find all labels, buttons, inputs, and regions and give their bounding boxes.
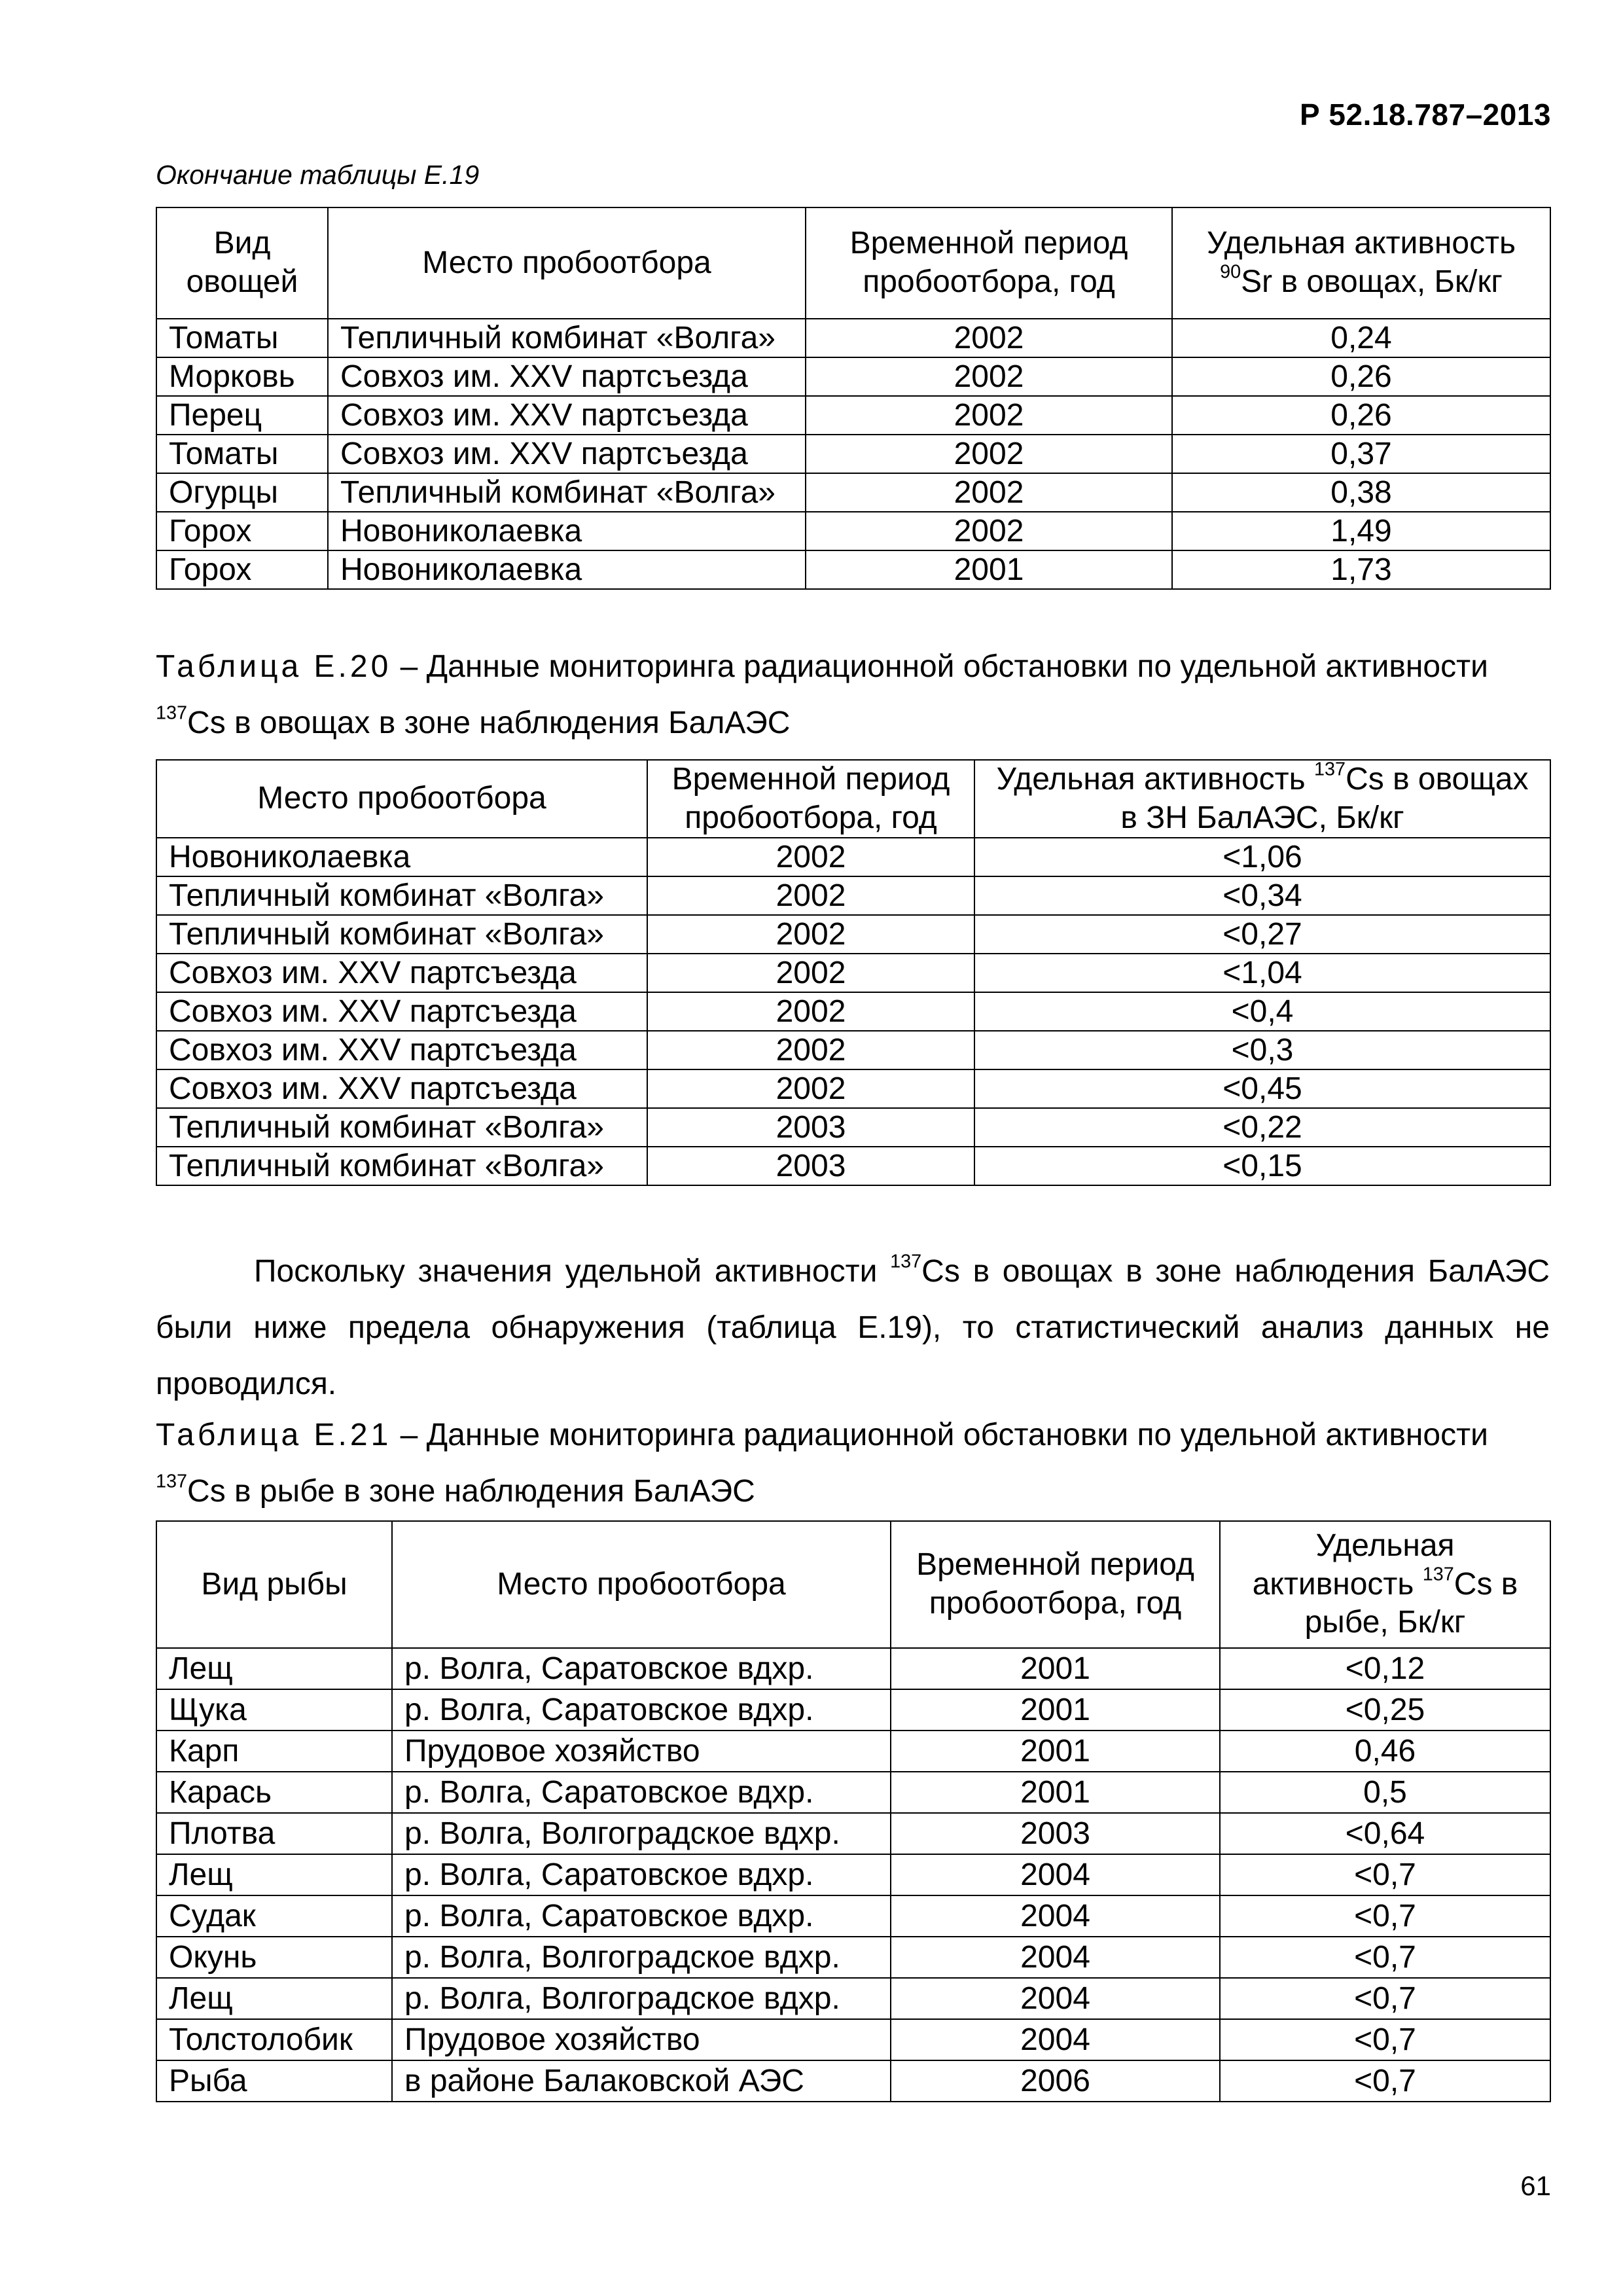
table-cell: р. Волга, Волгоградское вдхр. <box>392 1813 891 1854</box>
header-sampling-period: Временной период пробоотбора, год <box>891 1521 1220 1648</box>
header-specific-activity: Удельная активность $^{137}$Cs в рыбе, Бк/кг <box>1220 1521 1550 1648</box>
table-cell: 2002 <box>647 876 974 915</box>
table-cell: Совхоз им. XXV партсъезда <box>328 435 806 473</box>
table-cell: р. Волга, Саратовское вдхр. <box>392 1648 891 1689</box>
table-cell: <0,4 <box>974 992 1550 1031</box>
table-cell: Прудовое хозяйство <box>392 2019 891 2060</box>
table-cell: 0,26 <box>1172 396 1550 435</box>
table-cell: Толстолобик <box>156 2019 392 2060</box>
table-row <box>156 396 1550 435</box>
table-cell: Судак <box>156 1895 392 1937</box>
table-cell: 2006 <box>891 2060 1220 2102</box>
table-row <box>156 2019 1550 2060</box>
table-cell: Тепличный комбинат «Волга» <box>328 473 806 512</box>
table-row <box>156 1648 1550 1689</box>
table-row <box>156 954 1550 992</box>
table-e21-caption: Таблица Е.21 – Данные мониторинга радиационной обстановки по удельной активности $^{137}$Cs в рыбе в зоне наблюдения БалАЭС <box>156 1418 1488 1509</box>
table-cell: 2002 <box>806 396 1172 435</box>
table-cell: 2002 <box>806 435 1172 473</box>
table-cell: Рыба <box>156 2060 392 2102</box>
table-cell: Томаты <box>156 319 328 357</box>
table-cell: <0,7 <box>1220 1854 1550 1895</box>
table-cell: 2002 <box>806 512 1172 550</box>
table-cell: 0,46 <box>1220 1731 1550 1772</box>
table-cell: 2002 <box>806 319 1172 357</box>
table-cell: Лещ <box>156 1854 392 1895</box>
table-header-row <box>156 760 1550 838</box>
table-cell: <1,04 <box>974 954 1550 992</box>
table-cell: 2003 <box>647 1147 974 1185</box>
table-cell: 2002 <box>647 954 974 992</box>
table-cell: Тепличный комбинат «Волга» <box>156 1147 647 1185</box>
table-cell: <0,34 <box>974 876 1550 915</box>
table-row <box>156 1978 1550 2019</box>
header-specific-activity: Удельная активность $^{90}$Sr в овощах, Бк/кг <box>1172 207 1550 319</box>
table-e21 <box>156 1520 1551 2102</box>
table-cell: р. Волга, Саратовское вдхр. <box>392 1689 891 1731</box>
table-e20 <box>156 759 1551 1186</box>
table-row <box>156 319 1550 357</box>
header-sampling-place: Место пробоотбора <box>392 1521 891 1648</box>
document-number: Р 52.18.787–2013 <box>1299 98 1551 132</box>
table-row <box>156 1147 1550 1185</box>
table-cell: Совхоз им. XXV партсъезда <box>156 992 647 1031</box>
table-row <box>156 1031 1550 1069</box>
table-cell: Окунь <box>156 1937 392 1978</box>
table-cell: Тепличный комбинат «Волга» <box>156 876 647 915</box>
table-cell: <0,15 <box>974 1147 1550 1185</box>
table-row <box>156 992 1550 1031</box>
table-cell: р. Волга, Саратовское вдхр. <box>392 1854 891 1895</box>
table-cell: 0,5 <box>1220 1772 1550 1813</box>
table-cell: 2002 <box>806 473 1172 512</box>
table-cell: <0,3 <box>974 1031 1550 1069</box>
table-cell: 2004 <box>891 1937 1220 1978</box>
table-row <box>156 1895 1550 1937</box>
body-paragraph: Поскольку значения удельной активности $^{137}$Cs в овощах в зоне наблюдения БалАЭС были ниже предела обнаружения (таблица Е.19), то статистический анализ данных не проводился. <box>156 1251 1550 1401</box>
header-sampling-period: Временной период пробоотбора, год <box>647 760 974 838</box>
table-cell: 1,49 <box>1172 512 1550 550</box>
table-cell: Совхоз им. XXV партсъезда <box>328 357 806 396</box>
table-cell: <0,7 <box>1220 2019 1550 2060</box>
table-cell: 2002 <box>806 357 1172 396</box>
table-cell: 2001 <box>891 1689 1220 1731</box>
table-e20-body <box>156 838 1550 1185</box>
table-cell: 0,37 <box>1172 435 1550 473</box>
table-cell: Тепличный комбинат «Волга» <box>156 1108 647 1147</box>
table-cell: Горох <box>156 512 328 550</box>
table-row <box>156 838 1550 876</box>
table-cell: Совхоз им. XXV партсъезда <box>156 1031 647 1069</box>
table-cell: Тепличный комбинат «Волга» <box>328 319 806 357</box>
table-e20-caption: Таблица Е.20 – Данные мониторинга радиационной обстановки по удельной активности $^{137}$Cs в овощах в зоне наблюдения БалАЭС <box>156 649 1488 740</box>
table-cell: <0,7 <box>1220 1895 1550 1937</box>
table-cell: 2001 <box>806 550 1172 589</box>
table-cell: 2004 <box>891 2019 1220 2060</box>
table-cell: <0,25 <box>1220 1689 1550 1731</box>
header-sampling-period: Временной период пробоотбора, год <box>806 207 1172 319</box>
table-cell: Прудовое хозяйство <box>392 1731 891 1772</box>
table-row <box>156 435 1550 473</box>
table-cell: 0,38 <box>1172 473 1550 512</box>
table-cell: Карп <box>156 1731 392 1772</box>
table-cell: 0,26 <box>1172 357 1550 396</box>
table-row <box>156 1069 1550 1108</box>
table-e20-label: Таблица Е.20 <box>156 649 392 684</box>
table-cell: Совхоз им. XXV партсъезда <box>156 954 647 992</box>
table-row <box>156 1813 1550 1854</box>
table-cell: Перец <box>156 396 328 435</box>
table-cell: в районе Балаковской АЭС <box>392 2060 891 2102</box>
header-fish-type: Вид рыбы <box>156 1521 392 1648</box>
table-row <box>156 1772 1550 1813</box>
table-cell: Огурцы <box>156 473 328 512</box>
table-cell: 0,24 <box>1172 319 1550 357</box>
table-cell: 2001 <box>891 1648 1220 1689</box>
table-cell: 1,73 <box>1172 550 1550 589</box>
table-cell: <0,22 <box>974 1108 1550 1147</box>
table-cell: р. Волга, Волгоградское вдхр. <box>392 1978 891 2019</box>
table-cell: Лещ <box>156 1648 392 1689</box>
table-cell: Совхоз им. XXV партсъезда <box>328 396 806 435</box>
table-cell: 2002 <box>647 1031 974 1069</box>
table-cell: 2002 <box>647 838 974 876</box>
table-row <box>156 357 1550 396</box>
table-cell: 2002 <box>647 992 974 1031</box>
table-cell: 2002 <box>647 915 974 954</box>
header-vegetable-type: Вид овощей <box>156 207 328 319</box>
header-sampling-place: Место пробоотбора <box>328 207 806 319</box>
table-cell: <0,12 <box>1220 1648 1550 1689</box>
table-cell: 2004 <box>891 1854 1220 1895</box>
table-cell: <0,45 <box>974 1069 1550 1108</box>
table-header-row <box>156 1521 1550 1648</box>
table-row <box>156 1689 1550 1731</box>
table-cell: 2001 <box>891 1772 1220 1813</box>
table-cell: <1,06 <box>974 838 1550 876</box>
table-cell: р. Волга, Саратовское вдхр. <box>392 1895 891 1937</box>
table-cell: Новониколаевка <box>328 512 806 550</box>
table-e21-body <box>156 1648 1550 2102</box>
table-cell: Горох <box>156 550 328 589</box>
table-cell: Совхоз им. XXV партсъезда <box>156 1069 647 1108</box>
page-number: 61 <box>1520 2170 1551 2201</box>
table-cell: 2004 <box>891 1978 1220 2019</box>
table-cell: Новониколаевка <box>156 838 647 876</box>
table-cell: 2001 <box>891 1731 1220 1772</box>
table-cell: 2003 <box>891 1813 1220 1854</box>
table-cell: <0,27 <box>974 915 1550 954</box>
table-cell: Томаты <box>156 435 328 473</box>
table-row <box>156 473 1550 512</box>
table-row <box>156 512 1550 550</box>
table-e19 <box>156 207 1551 590</box>
table-row <box>156 876 1550 915</box>
table-cell: 2002 <box>647 1069 974 1108</box>
table-cell: Лещ <box>156 1978 392 2019</box>
table-row <box>156 1937 1550 1978</box>
table-cell: р. Волга, Волгоградское вдхр. <box>392 1937 891 1978</box>
table-e19-continuation-caption: Окончание таблицы Е.19 <box>156 160 480 190</box>
table-header-row <box>156 207 1550 319</box>
header-sampling-place: Место пробоотбора <box>156 760 647 838</box>
table-cell: Плотва <box>156 1813 392 1854</box>
table-cell: 2004 <box>891 1895 1220 1937</box>
header-specific-activity: Удельная активность $^{137}$Cs в овощах в ЗН БалАЭС, Бк/кг <box>974 760 1550 838</box>
table-cell: <0,64 <box>1220 1813 1550 1854</box>
table-cell: 2003 <box>647 1108 974 1147</box>
table-cell: Тепличный комбинат «Волга» <box>156 915 647 954</box>
table-cell: <0,7 <box>1220 1978 1550 2019</box>
table-cell: Карась <box>156 1772 392 1813</box>
table-row <box>156 1854 1550 1895</box>
table-cell: <0,7 <box>1220 1937 1550 1978</box>
table-row <box>156 1731 1550 1772</box>
table-e21-label: Таблица Е.21 <box>156 1418 392 1452</box>
table-e19-body <box>156 319 1550 589</box>
table-row <box>156 550 1550 589</box>
table-cell: Щука <box>156 1689 392 1731</box>
table-cell: Новониколаевка <box>328 550 806 589</box>
table-row <box>156 1108 1550 1147</box>
table-cell: р. Волга, Саратовское вдхр. <box>392 1772 891 1813</box>
table-cell: <0,7 <box>1220 2060 1550 2102</box>
table-row <box>156 915 1550 954</box>
table-cell: Морковь <box>156 357 328 396</box>
table-row <box>156 2060 1550 2102</box>
